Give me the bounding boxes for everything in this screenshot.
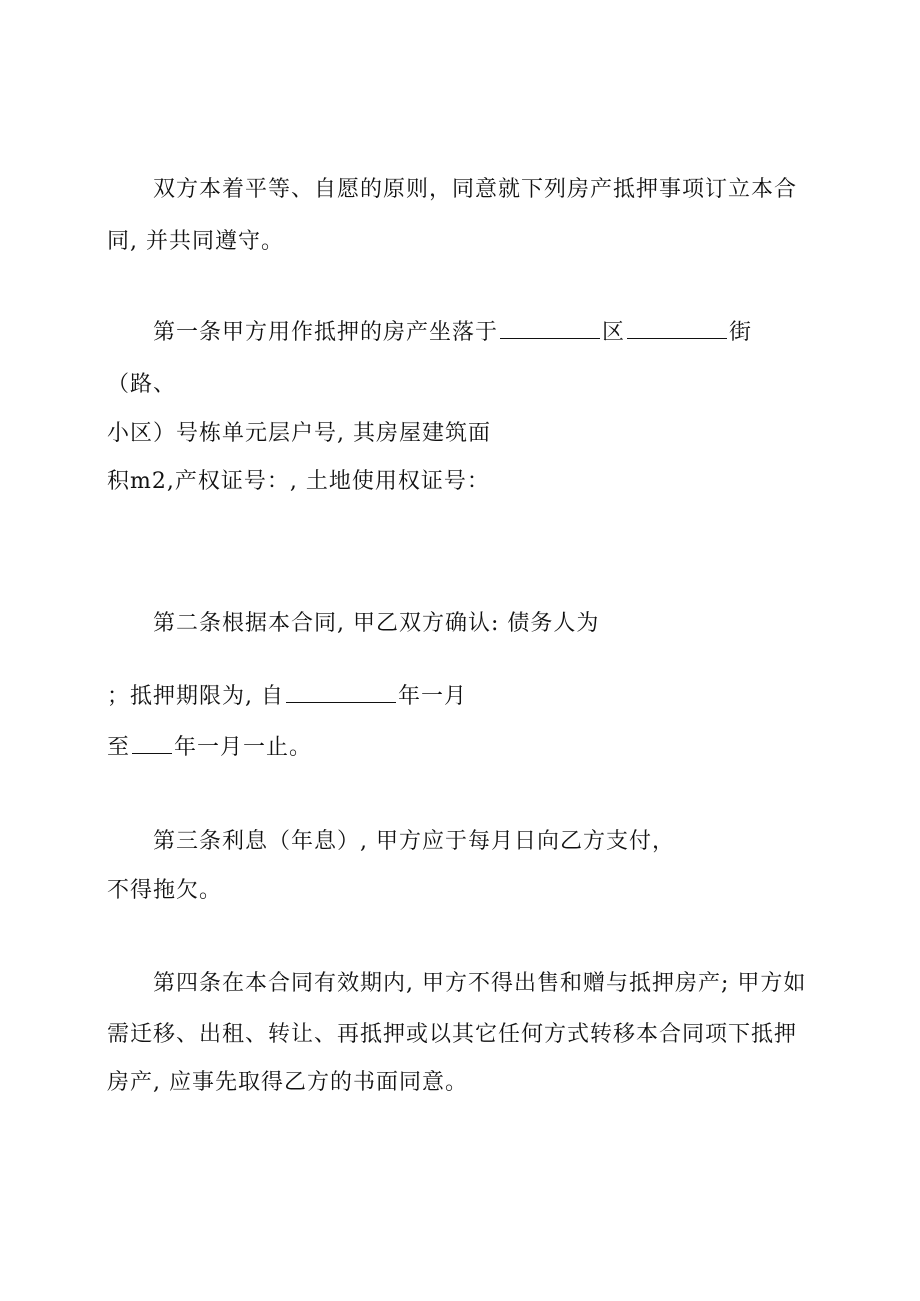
end-year-blank	[132, 733, 172, 754]
article3-line-1: 第三条利息（年息）, 甲方应于每月日向乙方支付，	[153, 829, 675, 854]
street-blank	[627, 318, 727, 339]
article1-text-b: 区	[602, 320, 626, 345]
article2-text-b: 年一月	[398, 684, 468, 709]
article2-line-3	[107, 733, 312, 763]
article2-line-2	[107, 682, 467, 712]
article1-line-1	[153, 318, 752, 348]
article4-line-1: 第四条在本合同有效期内, 甲方不得出售和赠与抵押房产; 甲方如	[153, 971, 807, 996]
article1-line-4: 积m2,产权证号：, 土地使用权证号：	[107, 469, 490, 494]
article2-text-d: 年一月一止。	[174, 735, 313, 760]
start-year-blank	[286, 682, 396, 703]
article4-line-2: 需迁移、出租、转让、再抵押或以其它任何方式转移本合同项下抵押	[107, 1022, 798, 1047]
article1-text-a: 第一条甲方用作抵押的房产坐落于	[153, 320, 499, 345]
article1-line-3: 小区）号栋单元层户号, 其房屋建筑面	[107, 421, 491, 446]
article4-line-3: 房产, 应事先取得乙方的书面同意。	[107, 1070, 468, 1095]
article1-line-2: （路、	[107, 372, 177, 397]
article2-text-c: 至	[107, 735, 131, 760]
article2-line-1: 第二条根据本合同, 甲乙双方确认: 债务人为	[153, 611, 600, 636]
article2-text-a: ；抵押期限为, 自	[107, 684, 284, 709]
article1-text-c: 街	[729, 320, 753, 345]
article3-line-2: 不得拖欠。	[107, 878, 223, 903]
intro-line-1: 双方本着平等、自愿的原则，同意就下列房产抵押事项订立本合	[153, 177, 798, 202]
district-blank	[500, 318, 600, 339]
intro-line-2: 同, 并共同遵守。	[107, 229, 284, 254]
